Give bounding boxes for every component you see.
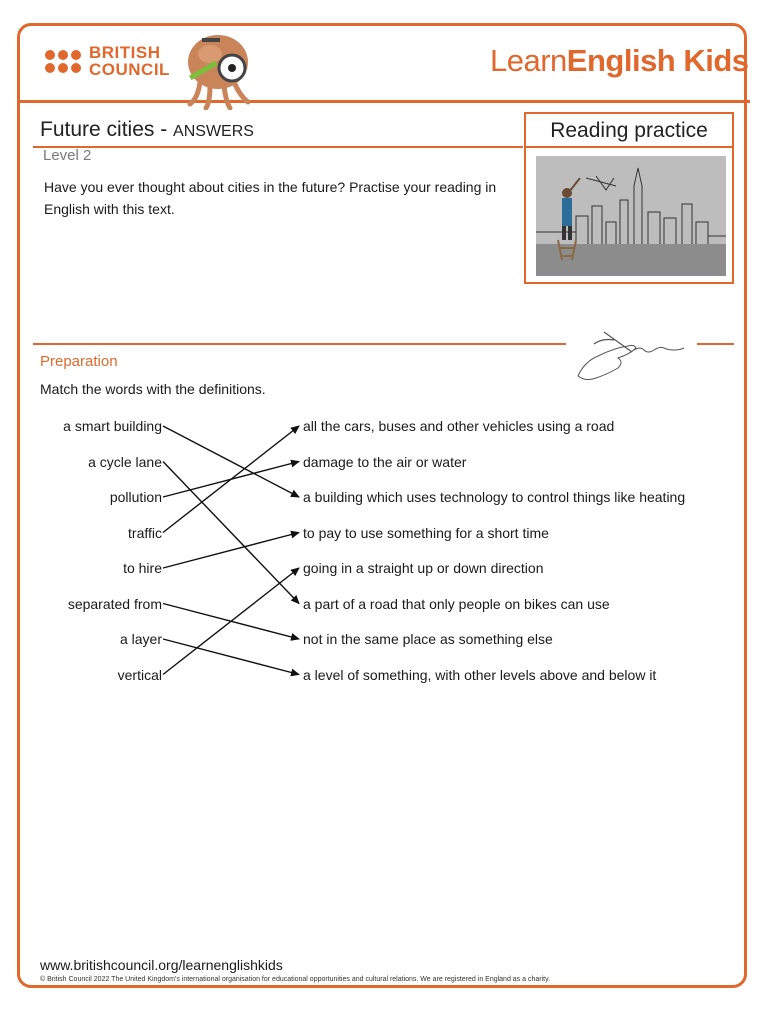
logo-line2: COUNCIL [89, 60, 170, 79]
brand-english: English [566, 43, 676, 78]
answers-label: ANSWERS [173, 123, 254, 140]
match-word: a cycle lane [88, 453, 162, 470]
brand-learn: Learn [490, 43, 567, 78]
match-line [163, 462, 299, 604]
match-word: separated from [67, 595, 162, 612]
logo-line1: BRITISH [89, 43, 161, 62]
match-word: a layer [119, 631, 162, 647]
match-line [163, 568, 299, 675]
match-word: vertical [117, 666, 162, 683]
instruction-text: Match the words with the definitions. [40, 381, 266, 397]
match-definition: damage to the air or water [303, 453, 467, 470]
match-line [163, 533, 299, 569]
match-line [163, 639, 299, 675]
intro-text: Have you ever thought about cities in the future? Practise your reading in English with this text. [44, 179, 497, 217]
brand-kids: Kids [683, 43, 749, 78]
reading-practice-label: Reading practice [526, 114, 732, 148]
match-definition: not in the same place as something else [303, 631, 553, 647]
match-word: to hire [123, 560, 162, 576]
match-word: traffic [128, 524, 162, 541]
match-definition: a level of something, with other levels above and below it [303, 666, 657, 683]
footer-url[interactable]: www.britishcouncil.org/learnenglishkids [40, 957, 283, 973]
match-word: a smart building [63, 418, 162, 434]
level-label: Level 2 [43, 147, 92, 164]
match-definition: all the cars, buses and other vehicles using a road [303, 418, 615, 434]
match-line [163, 426, 299, 533]
match-definition: to pay to use something for a short time [303, 524, 549, 541]
match-line [163, 426, 299, 497]
title-text: Future cities - [40, 118, 174, 141]
match-definition: a building which uses technology to control things like heating [303, 489, 686, 505]
preparation-heading: Preparation [40, 353, 118, 370]
match-definition: a part of a road that only people on bikes can use [303, 595, 610, 612]
footer-copyright: © British Council 2022 The United Kingdom's international organisation for educational opportunities and cultural relations. We are registered in England as a charity. [40, 976, 551, 983]
match-definition: going in a straight up or down direction [303, 560, 544, 576]
match-word: pollution [109, 489, 162, 505]
